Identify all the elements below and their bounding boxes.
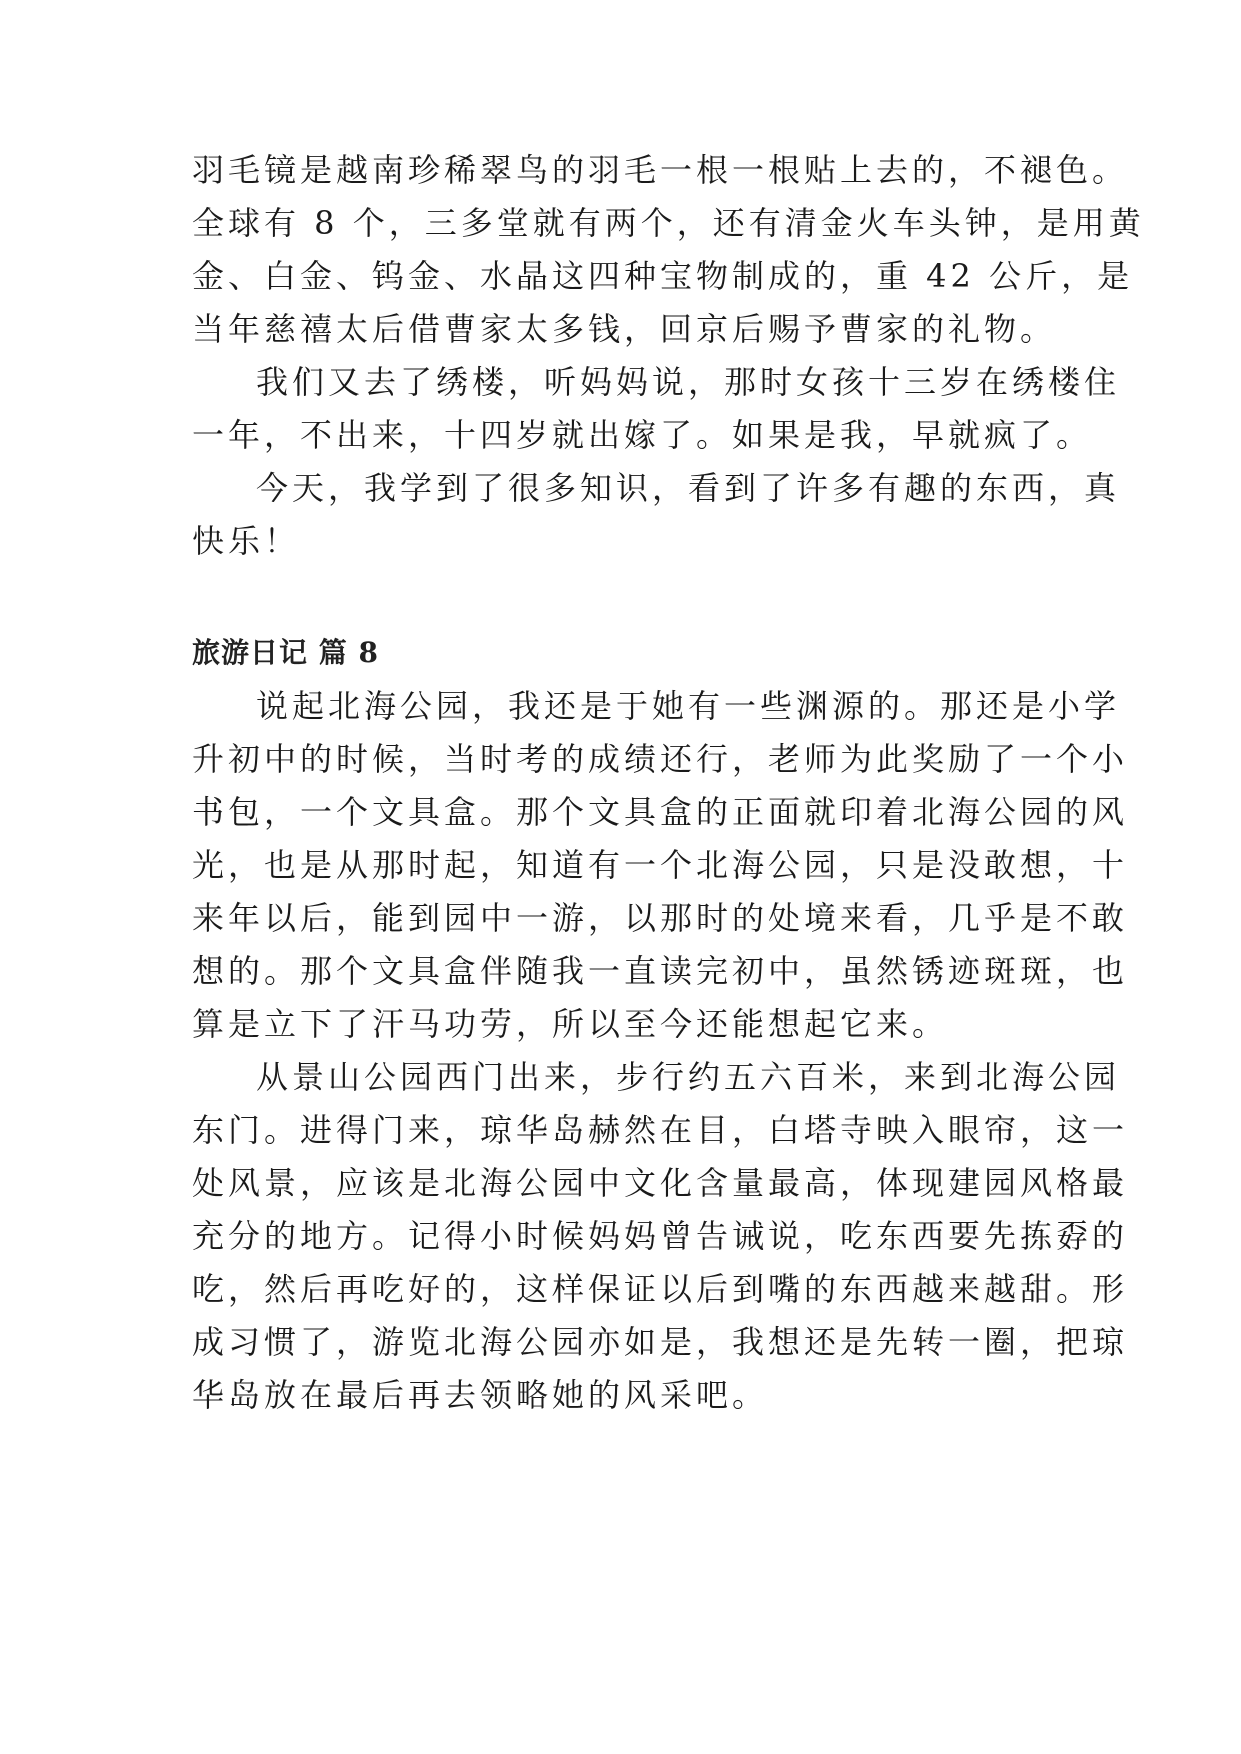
- text-line: 全球有 8 个，三多堂就有两个，还有清金火车头钟，是用黄: [192, 204, 1145, 242]
- text-line: 吃，然后再吃好的，这样保证以后到嘴的东西越来越甜。形: [192, 1270, 1129, 1308]
- section-heading: 旅游日记 篇 8: [192, 636, 379, 669]
- text-line: 成习惯了，游览北海公园亦如是，我想还是先转一圈，把琼: [192, 1323, 1129, 1361]
- text-line: 来年以后，能到园中一游，以那时的处境来看，几乎是不敢: [192, 899, 1129, 937]
- text-line: 快乐！: [192, 522, 301, 560]
- text-line: 算是立下了汗马功劳，所以至今还能想起它来。: [192, 1005, 949, 1043]
- text-line: 华岛放在最后再去领略她的风采吧。: [192, 1376, 769, 1414]
- text-line: 从景山公园西门出来，步行约五六百米，来到北海公园: [256, 1058, 1121, 1096]
- text-line: 我们又去了绣楼，听妈妈说，那时女孩十三岁在绣楼住: [256, 363, 1121, 401]
- text-line: 想的。那个文具盒伴随我一直读完初中，虽然锈迹斑斑，也: [192, 952, 1129, 990]
- text-line: 金、白金、钨金、水晶这四种宝物制成的，重 42 公斤，是: [192, 257, 1134, 295]
- text-line: 充分的地方。记得小时候妈妈曾告诫说，吃东西要先拣孬的: [192, 1217, 1129, 1255]
- text-line: 处风景，应该是北海公园中文化含量最高，体现建园风格最: [192, 1164, 1129, 1202]
- text-line: 书包，一个文具盒。那个文具盒的正面就印着北海公园的风: [192, 793, 1129, 831]
- text-line: 羽毛镜是越南珍稀翠鸟的羽毛一根一根贴上去的，不褪色。: [192, 151, 1129, 189]
- text-line: 说起北海公园，我还是于她有一些渊源的。那还是小学: [256, 687, 1121, 725]
- text-line: 当年慈禧太后借曹家太多钱，回京后赐予曹家的礼物。: [192, 310, 1057, 348]
- text-line: 今天，我学到了很多知识，看到了许多有趣的东西，真: [256, 469, 1121, 507]
- text-line: 光，也是从那时起，知道有一个北海公园，只是没敢想，十: [192, 846, 1129, 884]
- text-line: 升初中的时候，当时考的成绩还行，老师为此奖励了一个小: [192, 740, 1129, 778]
- text-line: 东门。进得门来，琼华岛赫然在目，白塔寺映入眼帘，这一: [192, 1111, 1129, 1149]
- text-line: 一年，不出来，十四岁就出嫁了。如果是我，早就疯了。: [192, 416, 1093, 454]
